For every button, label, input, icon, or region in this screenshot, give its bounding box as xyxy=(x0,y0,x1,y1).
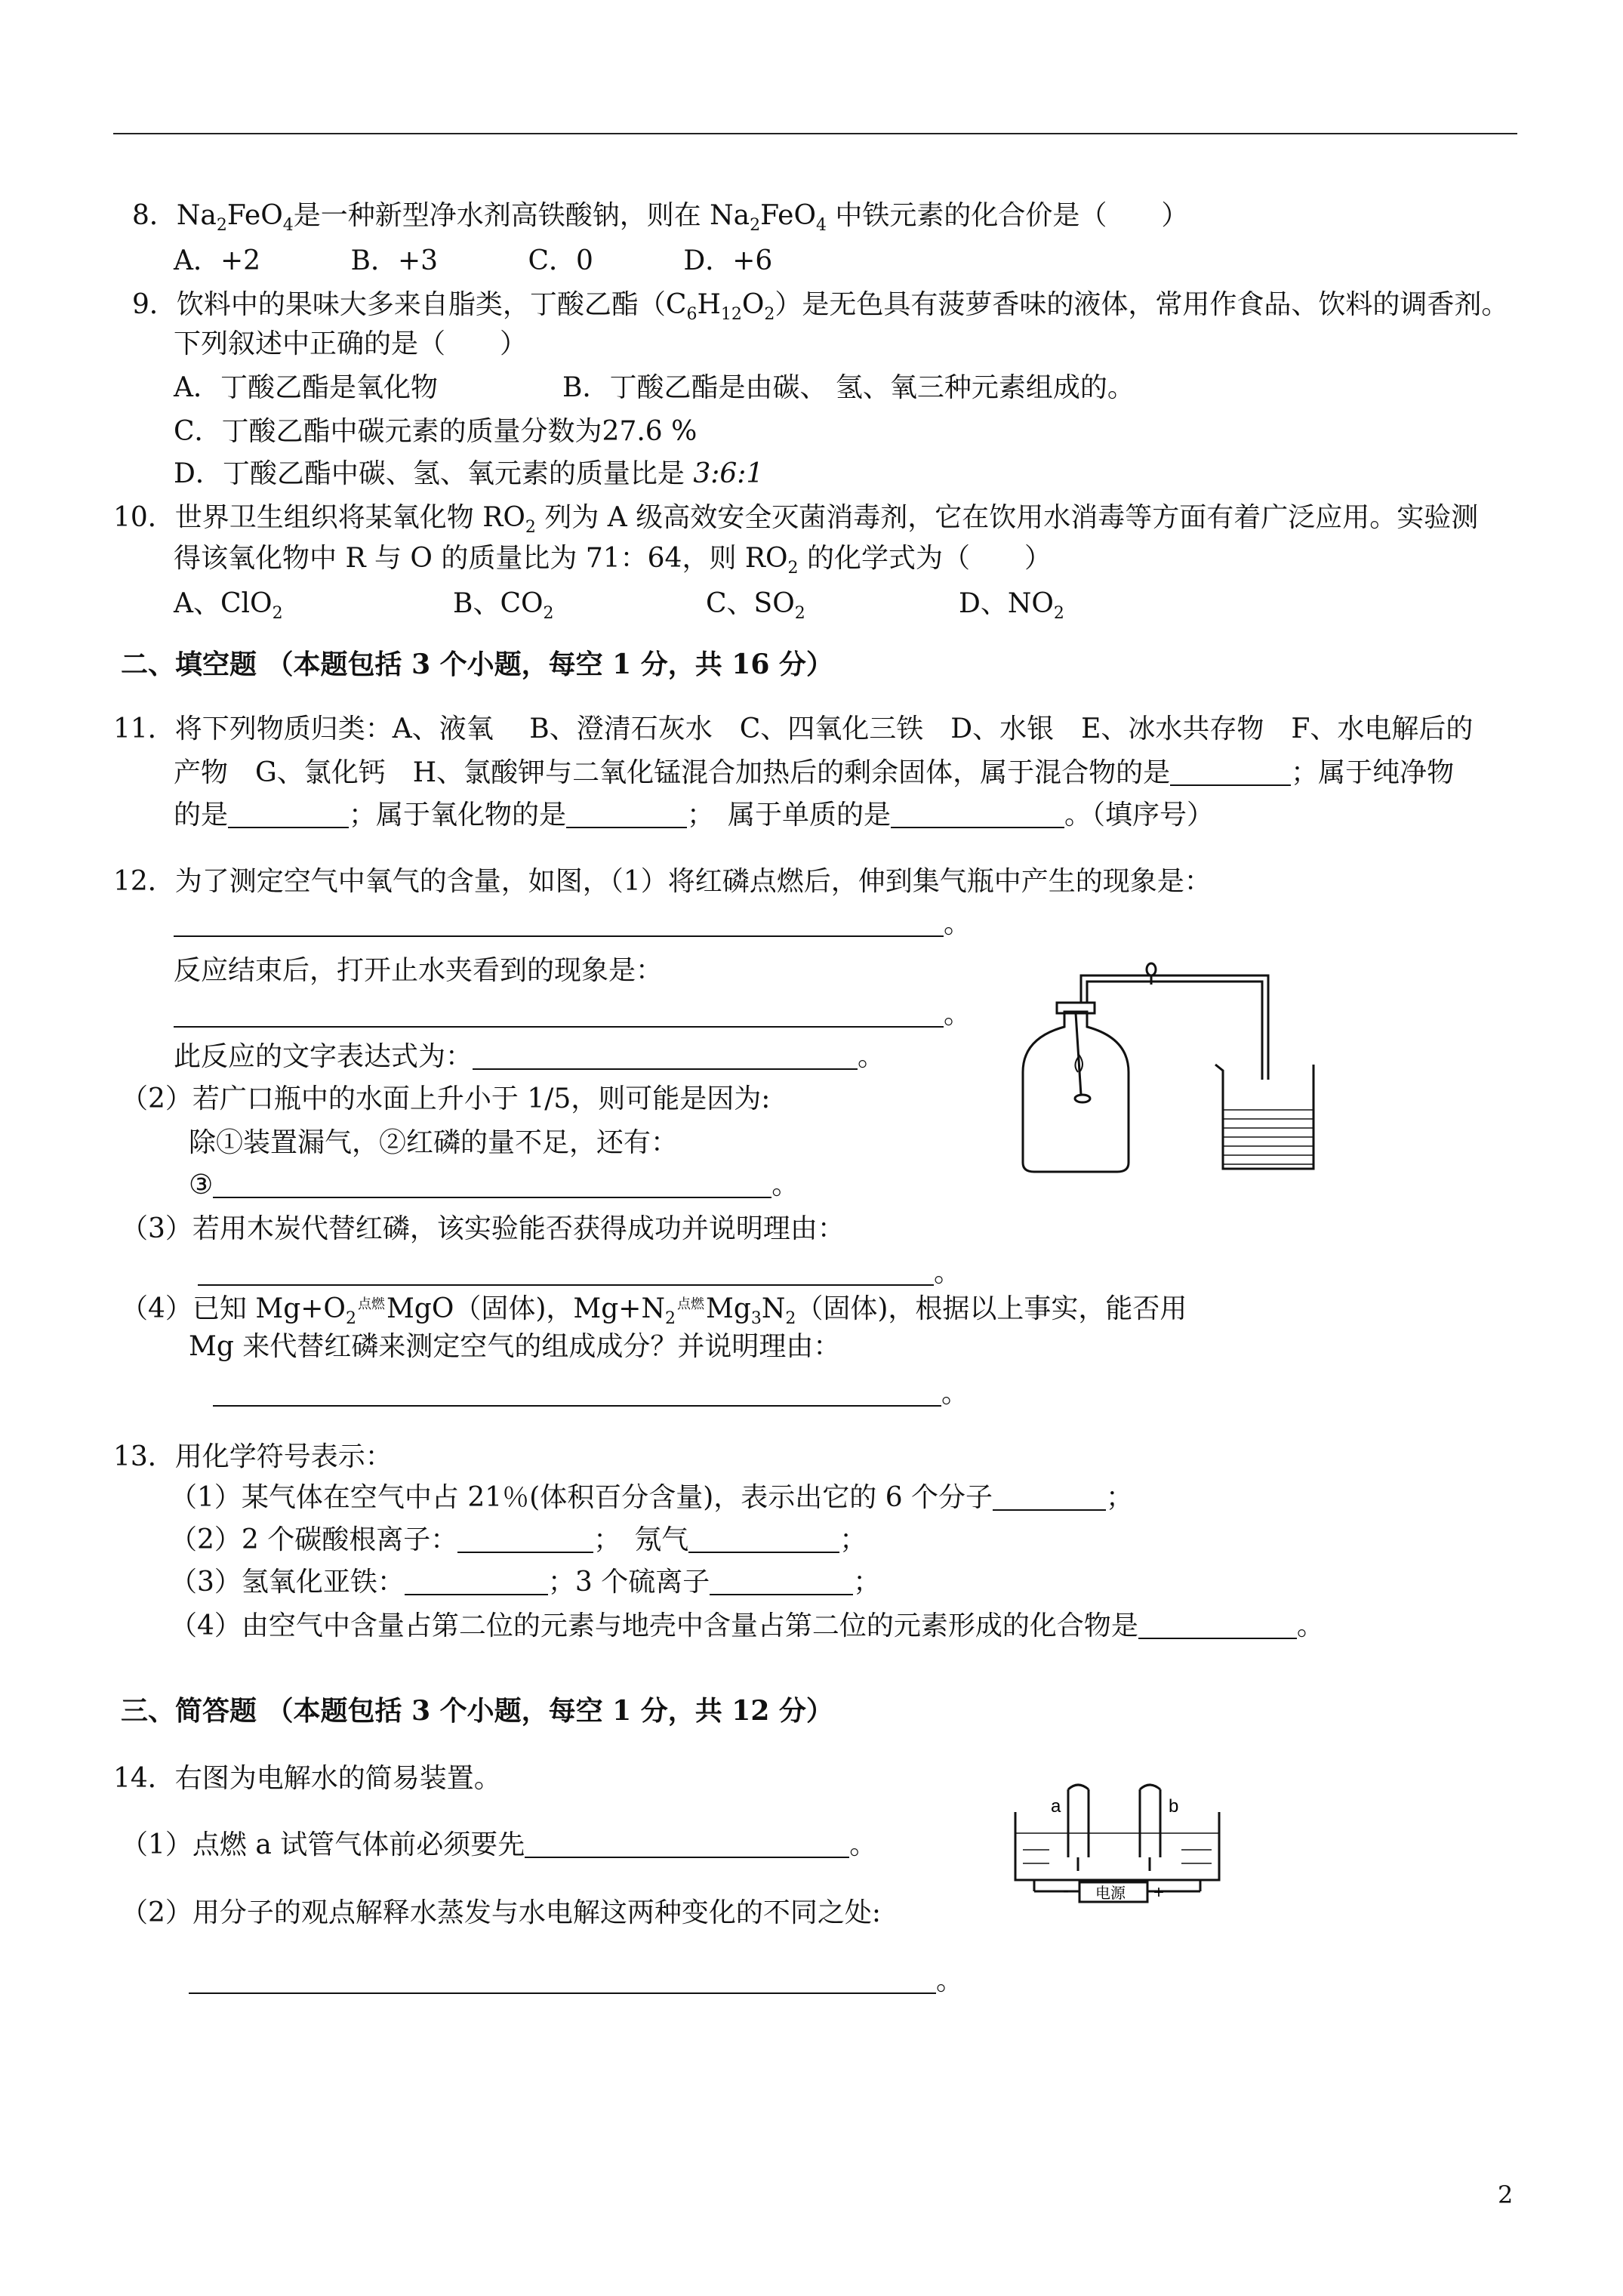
q9-stem: 9．饮料中的果味大多来自脂类，丁酸乙酯$(C_6H_{12}O_2)$是无色具有菠萝香味的液体，常用作食品、饮料的调香剂。 xyxy=(132,289,1509,324)
q10-option-b: B、$CO_2$ xyxy=(453,588,554,623)
test-tube-a xyxy=(1068,1789,1089,1857)
q9-prompt: 下列叙述中正确的是（ ） xyxy=(174,328,528,359)
q12-part-2c: ③ 。 xyxy=(189,1170,799,1200)
q12-blank-phenomenon[interactable] xyxy=(174,908,944,937)
q13-blank-sulfide[interactable] xyxy=(710,1567,853,1595)
q11-blank-mixture[interactable] xyxy=(1170,757,1291,786)
page-number: 2 xyxy=(1498,2180,1514,2209)
bottle xyxy=(1023,1012,1129,1172)
q13-line-1: （1）某气体在空气中占 21％(体积百分含量)，表示出它的 6 个分子 ； xyxy=(170,1482,1134,1513)
oxygen-experiment-figure xyxy=(996,959,1329,1178)
q12-line-5: 此反应的文字表达式为： 。 xyxy=(174,1041,885,1072)
q13-title: 13．用化学符号表示： xyxy=(113,1441,393,1472)
q11-blank-oxide[interactable] xyxy=(566,800,687,828)
section-3-heading: 三、简答题 （本题包括 3 个小题，每空 1 分，共 12 分） xyxy=(121,1695,833,1727)
q12-part-4: （4）已知 $Mg+O_2$点燃MgO（固体)，$Mg+N_2$点燃$Mg_3N_2$（固体)，根据以上事实，能否用 xyxy=(121,1293,1187,1328)
q14-blank-2[interactable] xyxy=(189,1965,936,1994)
q10-stem-2: 得该氧化物中 R 与 O 的质量比为 71：64，则 $RO_2$ 的化学式为（ ） xyxy=(174,543,1052,578)
q12-part-4b: Mg 来代替红磷来测定空气的组成成分？并说明理由： xyxy=(189,1331,841,1362)
q13-blank-neon[interactable] xyxy=(688,1524,839,1553)
q13-blank-carbonate[interactable] xyxy=(457,1524,593,1553)
header-rule xyxy=(113,133,1517,134)
q12-answer-1: 。 xyxy=(174,906,971,942)
q12-answer-3: 。 xyxy=(198,1255,961,1291)
q14-line-1: （1）点燃 a 试管气体前必须要先 。 xyxy=(121,1829,877,1860)
q11-line-2: 产物 G、氯化钙 H、氯酸钾与二氧化锰混合加热后的剩余固体，属于混合物的是 ；属于纯净物 xyxy=(174,757,1455,788)
q9-option-b: B．丁酸乙酯是由碳、 氢、氧三种元素组成的。 xyxy=(562,372,1135,403)
q10-option-d: D、$NO_2$ xyxy=(959,588,1064,623)
tube-label-b: b xyxy=(1169,1796,1179,1817)
tube-label-a: a xyxy=(1051,1796,1061,1817)
q8-stem: 8．$Na_2FeO_4$是一种新型净水剂高铁酸钠，则在 $Na_2FeO_4$ 中铁元素的化合价是（ ） xyxy=(132,200,1189,235)
q12-blank-magnesium[interactable] xyxy=(213,1378,941,1407)
q9-option-d: D．丁酸乙酯中碳、氢、氧元素的质量比是 3:6:1 xyxy=(174,458,764,489)
q11-blank-element[interactable] xyxy=(891,800,1064,828)
q11-line-1: 11．将下列物质归类：A、液氧 B、澄清石灰水 C、四氧化三铁 D、水银 E、冰水共存物 F、水电解后的 xyxy=(113,713,1474,744)
minus-sign: - xyxy=(1063,1881,1069,1901)
q12-part-2: （2）若广口瓶中的水面上升小于 1/5，则可能是因为: xyxy=(121,1083,771,1114)
q12-answer-2: 。 xyxy=(174,997,971,1033)
water-trough xyxy=(1015,1812,1219,1880)
electrolysis-figure xyxy=(1004,1782,1230,1918)
q14-line-2: （2）用分子的观点解释水蒸发与水电解这两种变化的不同之处: xyxy=(121,1897,882,1928)
q12-line-3: 反应结束后，打开止水夹看到的现象是： xyxy=(174,955,664,986)
plus-sign: + xyxy=(1153,1882,1165,1903)
q12-blank-expression[interactable] xyxy=(473,1041,858,1070)
q9-option-a: A．丁酸乙酯是氧化物 xyxy=(174,372,438,403)
q13-blank-ferrous-hydroxide[interactable] xyxy=(405,1567,548,1595)
q12-blank-clamp[interactable] xyxy=(174,999,944,1028)
q12-answer-4: 。 xyxy=(213,1376,969,1412)
test-tube-b xyxy=(1140,1789,1160,1857)
q11-line-3: 的是 ；属于氧化物的是 ； 属于单质的是 。（填序号） xyxy=(174,800,1215,831)
q13-line-2: （2）2 个碳酸根离子： ； 氖气 ； xyxy=(170,1524,867,1555)
q14-answer-2: 。 xyxy=(189,1963,963,1999)
q11-blank-pure[interactable] xyxy=(228,800,349,828)
clamp xyxy=(1147,963,1156,975)
q12-line-1: 12．为了测定空气中氧气的含量，如图，（1）将红磷点燃后，伸到集气瓶中产生的现象是： xyxy=(113,866,1212,897)
beaker xyxy=(1215,1065,1313,1169)
q14-blank-1[interactable] xyxy=(525,1829,849,1858)
q12-part-3: （3）若用木炭代替红磷，该实验能否获得成功并说明理由： xyxy=(121,1213,845,1244)
q13-line-3: （3）氢氧化亚铁： ；3 个硫离子 ； xyxy=(170,1567,881,1598)
power-label: 电源 xyxy=(1095,1884,1126,1902)
q10-stem: 10．世界卫生组织将某氧化物 $RO_2$ 列为 A 级高效安全灭菌消毒剂，它在饮用水消毒等方面有着广泛应用。实验测 xyxy=(113,502,1479,537)
q12-part-2b: 除①装置漏气，②红磷的量不足，还有： xyxy=(189,1127,679,1158)
q12-blank-charcoal[interactable] xyxy=(198,1257,934,1286)
q10-option-a: A、ClO$_2$ xyxy=(174,588,283,623)
q13-blank-compound[interactable] xyxy=(1138,1610,1297,1639)
delivery-tube xyxy=(1081,975,1268,1080)
q8-options: A．+2 B．+3 C．0 D．+6 xyxy=(174,245,773,276)
q13-blank-1[interactable] xyxy=(993,1482,1106,1511)
q12-blank-reason[interactable] xyxy=(213,1170,771,1198)
q9-option-c: C．丁酸乙酯中碳元素的质量分数为27.6 % xyxy=(174,416,698,447)
q13-line-4: （4）由空气中含量占第二位的元素与地壳中含量占第二位的元素形成的化合物是 。 xyxy=(170,1610,1324,1641)
burning-spoon xyxy=(1075,1095,1090,1102)
section-2-heading: 二、填空题 （本题包括 3 个小题，每空 1 分，共 16 分） xyxy=(121,649,833,680)
q14-title: 14．右图为电解水的简易装置。 xyxy=(113,1763,501,1794)
q10-option-c: C、$SO_2$ xyxy=(706,588,805,623)
